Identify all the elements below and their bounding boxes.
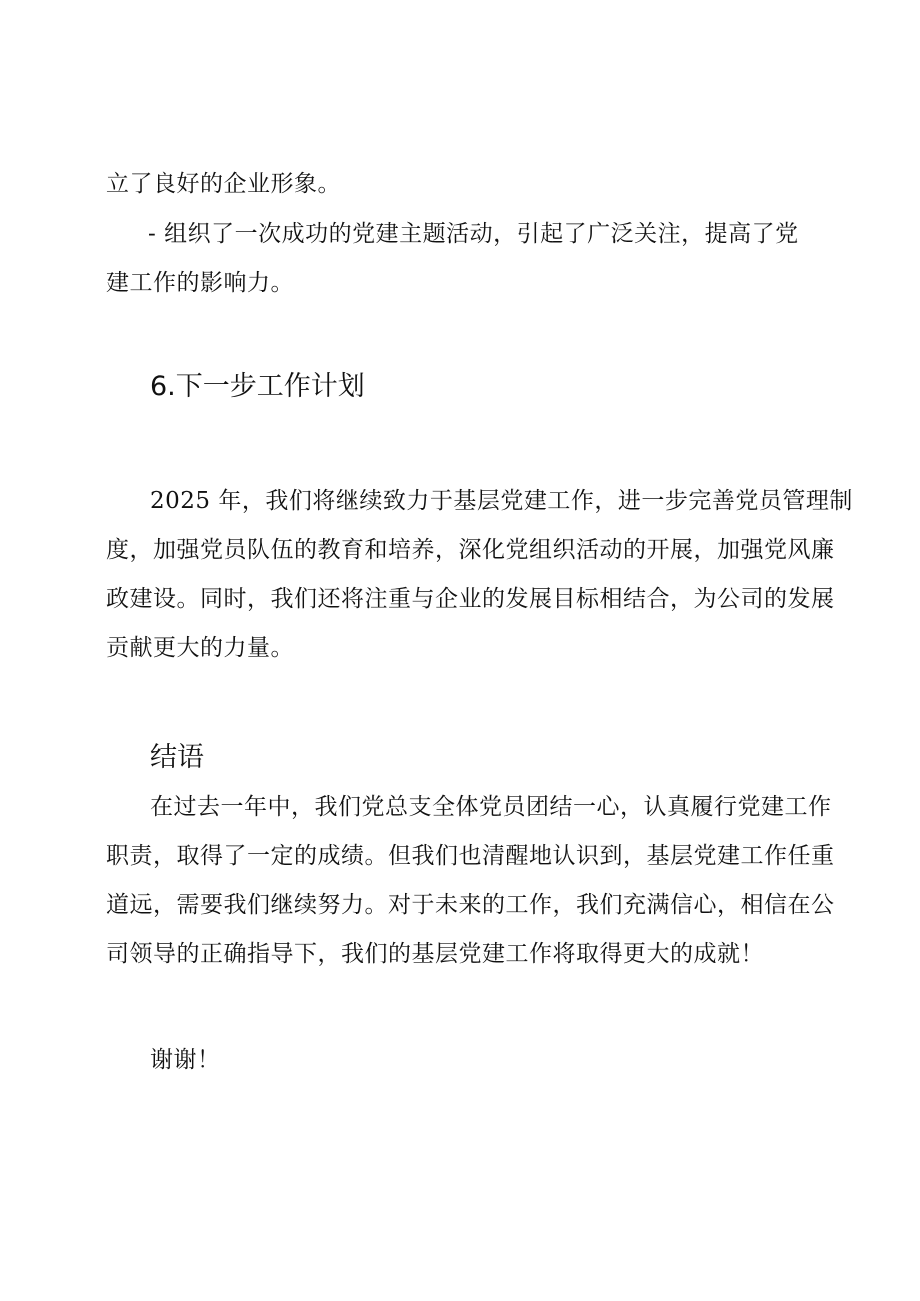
section-heading-next-steps: 6.下一步工作计划 <box>150 371 365 402</box>
paragraph-line: 职责，取得了一定的成绩。但我们也清醒地认识到，基层党建工作任重 <box>106 843 835 869</box>
paragraph-line: 道远，需要我们继续努力。对于未来的工作，我们充满信心，相信在公 <box>106 892 835 918</box>
paragraph-line: 2025 年，我们将继续致力于基层党建工作，进一步完善党员管理制 <box>150 488 853 514</box>
section-heading-conclusion: 结语 <box>150 742 204 773</box>
paragraph-line: 在过去一年中，我们党总支全体党员团结一心，认真履行党建工作 <box>150 794 832 820</box>
paragraph-line: 司领导的正确指导下，我们的基层党建工作将取得更大的成就！ <box>106 941 764 967</box>
bullet-line-continuation: 建工作的影响力。 <box>106 270 294 296</box>
bullet-line: - 组织了一次成功的党建主题活动，引起了广泛关注，提高了党 <box>148 221 799 247</box>
closing-thanks: 谢谢！ <box>150 1047 221 1073</box>
intro-line: 立了良好的企业形象。 <box>106 171 341 197</box>
paragraph-line: 度，加强党员队伍的教育和培养，深化党组织活动的开展，加强党风廉 <box>106 537 835 563</box>
paragraph-line: 政建设。同时，我们还将注重与企业的发展目标相结合，为公司的发展 <box>106 586 835 612</box>
paragraph-line: 贡献更大的力量。 <box>106 635 294 661</box>
